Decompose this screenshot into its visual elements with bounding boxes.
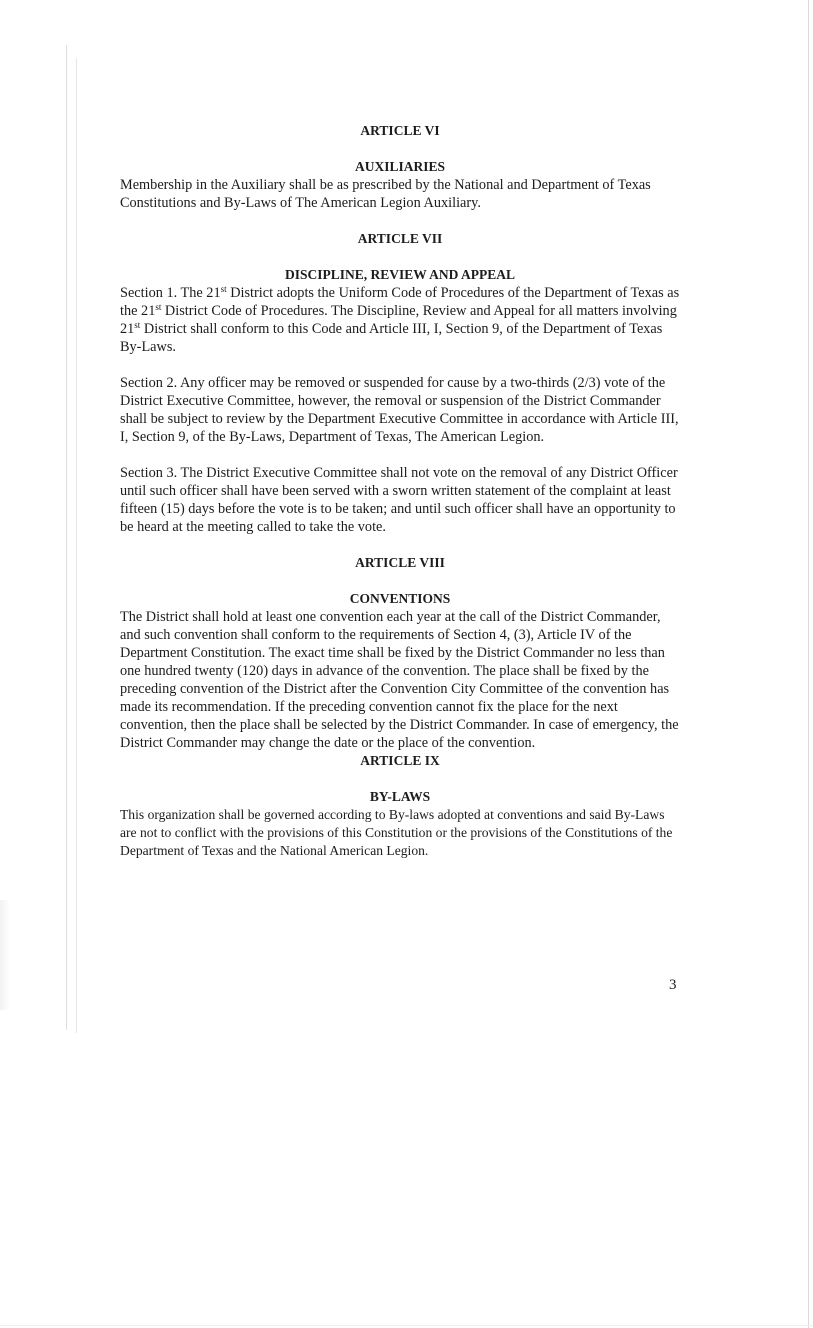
article-vii: [120, 230, 680, 536]
scan-edge-bottom: [0, 1325, 813, 1326]
article-title: ARTICLE IX: [360, 753, 440, 768]
article-title: ARTICLE VII: [357, 231, 443, 246]
document-page: [120, 122, 680, 860]
article-title: ARTICLE VI: [360, 123, 440, 138]
article-ix: [120, 752, 680, 860]
article-paragraph: This organization shall be governed according to By-laws adopted at conventions and said By-Laws are not to conflict with the provisions of this Constitution or the provisions of the Constitutions of the Department of Texas and the National American Legion.: [120, 807, 673, 858]
page-number: 3: [669, 977, 677, 993]
section-3-paragraph: Section 3. The District Executive Committee shall not vote on the removal of any District Officer until such officer shall have been served with a sworn written statement of the complaint at least fifteen (15) days before the vote is to be taken; and until such officer shall have an opportunity to be heard at the meeting called to take the vote.: [120, 465, 678, 535]
article-viii: [120, 554, 680, 752]
binder-margin-line: [76, 58, 77, 1033]
article-heading: DISCIPLINE, REVIEW AND APPEAL: [284, 267, 516, 282]
section-2-paragraph: Section 2. Any officer may be removed or suspended for cause by a two-thirds (2/3) vote of the District Executive Committee, however, the removal or suspension of the District Commander shall be subject to review by the Department Executive Committee in accordance with Article III, I, Section 9, of the By-Laws, Department of Texas, The American Legion.: [120, 375, 679, 445]
binder-margin-line: [66, 45, 67, 1030]
article-heading: AUXILIARIES: [354, 159, 446, 174]
scan-smudge: [0, 900, 10, 1010]
article-paragraph: The District shall hold at least one convention each year at the call of the District Commander, and such convention shall conform to the requirements of Section 4, (3), Article IV of the Department Constitution. The exact time shall be fixed by the District Commander no less than one hundred twenty (120) days in advance of the convention. The place shall be fixed by the preceding convention of the District after the Convention City Committee of the convention has made its recommendation. If the preceding convention cannot fix the place for the next convention, then the place shall be selected by the District Commander. In case of emergency, the District Commander may change the date or the place of the convention.: [120, 609, 679, 751]
article-heading: CONVENTIONS: [349, 591, 451, 606]
article-title: ARTICLE VIII: [355, 555, 445, 570]
scan-edge: [808, 0, 809, 1328]
article-vi: [120, 122, 680, 212]
section-1-paragraph: Section 1. The 21st District adopts the Uniform Code of Procedures of the Department of Texas as the 21st District Code of Procedures. The Discipline, Review and Appeal for all matters involving 21st District shall conform to this Code and Article III, I, Section 9, of the Department of Texas By-Laws.: [120, 284, 680, 355]
article-paragraph: Membership in the Auxiliary shall be as prescribed by the National and Department of Texas Constitutions and By-Laws of The American Legion Auxiliary.: [120, 177, 651, 211]
article-heading: BY-LAWS: [369, 789, 431, 804]
